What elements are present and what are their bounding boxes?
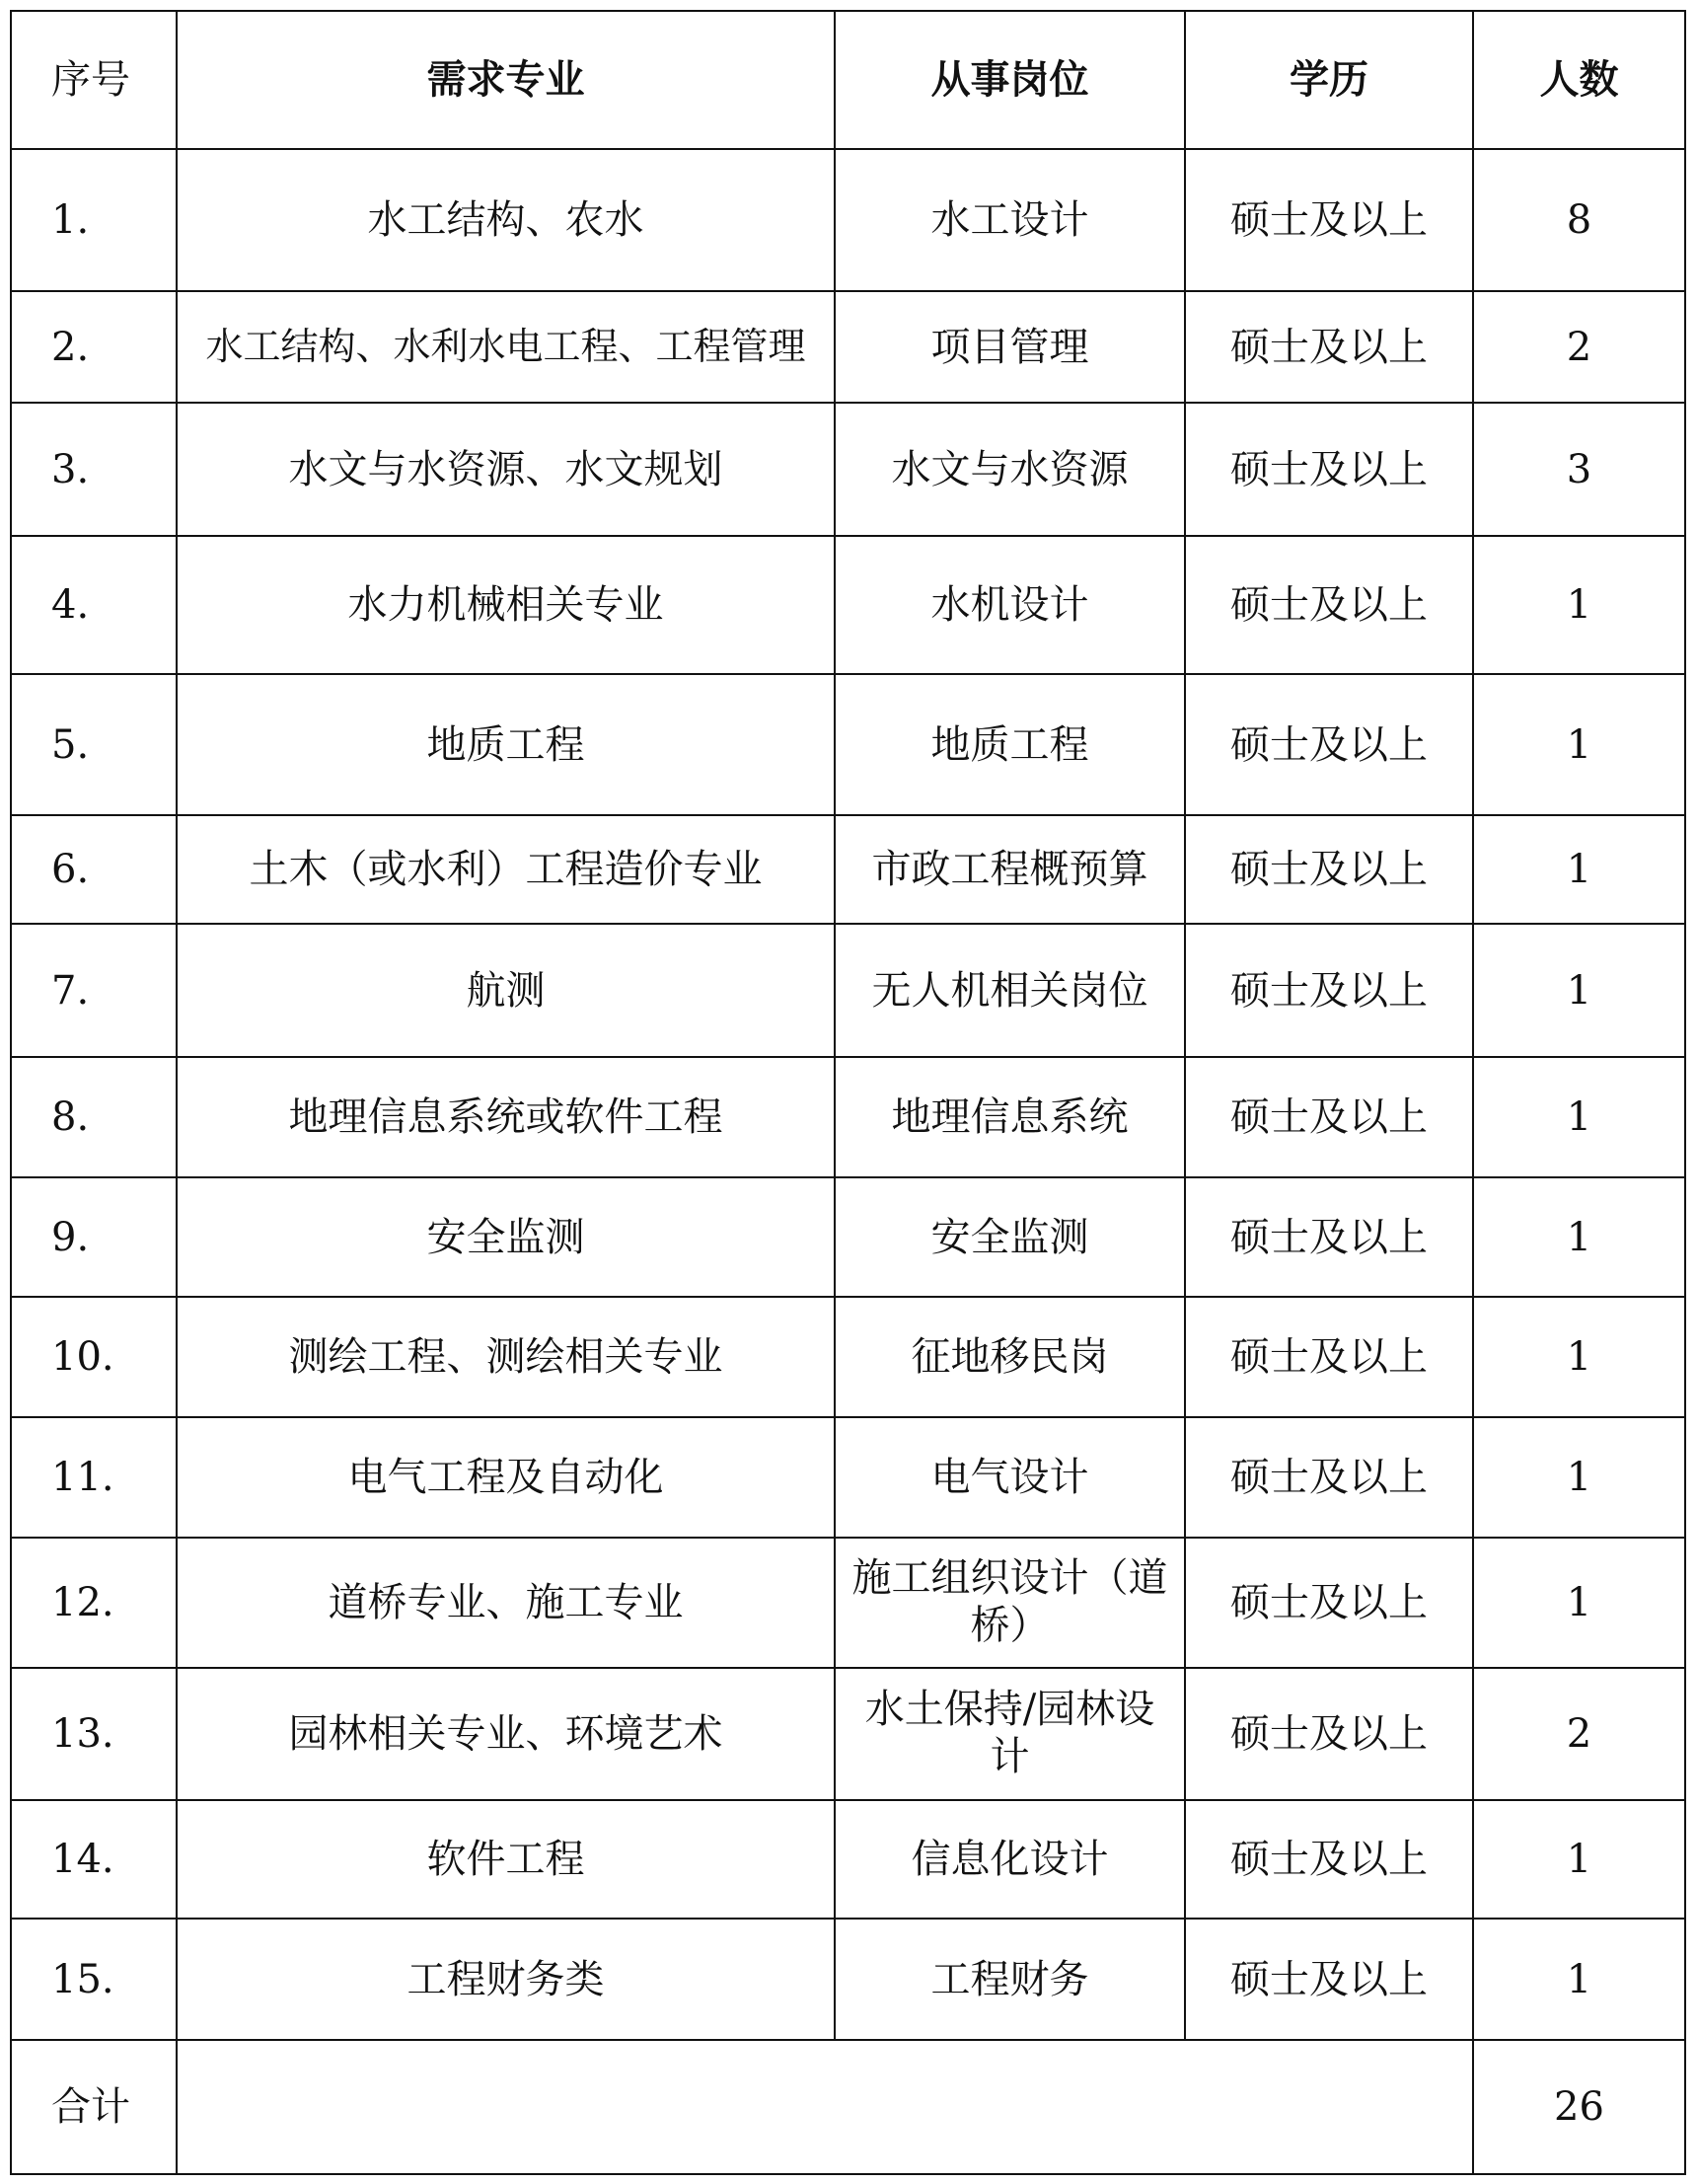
table-row: [11, 1177, 1685, 1297]
total-row: [11, 2040, 1685, 2174]
row-position: 水工设计: [835, 149, 1185, 291]
row-major: 水工结构、水利水电工程、工程管理: [177, 291, 835, 403]
row-major: 工程财务类: [177, 1919, 835, 2040]
row-count: 1: [1473, 924, 1685, 1057]
row-position-text: 水土保持/园林设计: [864, 1687, 1155, 1779]
header-position: 从事岗位: [835, 11, 1185, 149]
row-position: 无人机相关岗位: [835, 924, 1185, 1057]
row-major: 航测: [177, 924, 835, 1057]
table-row: [11, 291, 1685, 403]
row-major: 电气工程及自动化: [177, 1417, 835, 1538]
header-education: 学历: [1185, 11, 1473, 149]
row-index: 4.: [11, 536, 177, 674]
row-count: 2: [1473, 1668, 1685, 1800]
row-education: 硕士及以上: [1185, 924, 1473, 1057]
row-education: 硕士及以上: [1185, 1538, 1473, 1668]
row-count: 1: [1473, 1057, 1685, 1177]
row-count: 8: [1473, 149, 1685, 291]
row-position: 征地移民岗: [835, 1297, 1185, 1417]
row-index: 5.: [11, 674, 177, 815]
row-education: 硕士及以上: [1185, 1417, 1473, 1538]
row-count: 1: [1473, 1297, 1685, 1417]
row-position: 地理信息系统: [835, 1057, 1185, 1177]
table-row: [11, 815, 1685, 924]
row-count: 1: [1473, 1800, 1685, 1919]
header-index: 序号: [11, 11, 177, 149]
table-row: [11, 149, 1685, 291]
row-position: 市政工程概预算: [835, 815, 1185, 924]
row-education: 硕士及以上: [1185, 1800, 1473, 1919]
row-count: 1: [1473, 1417, 1685, 1538]
table-row: [11, 924, 1685, 1057]
recruitment-table: [10, 10, 1686, 2175]
table-row: [11, 1538, 1685, 1668]
row-index: 12.: [11, 1538, 177, 1668]
row-index: 9.: [11, 1177, 177, 1297]
row-index: 1.: [11, 149, 177, 291]
row-count: 3: [1473, 403, 1685, 536]
row-count: 1: [1473, 1919, 1685, 2040]
row-education: 硕士及以上: [1185, 1177, 1473, 1297]
row-education: 硕士及以上: [1185, 536, 1473, 674]
row-position: 电气设计: [835, 1417, 1185, 1538]
total-count: 26: [1473, 2040, 1685, 2174]
row-major: 测绘工程、测绘相关专业: [177, 1297, 835, 1417]
row-count: 1: [1473, 536, 1685, 674]
row-major: 道桥专业、施工专业: [177, 1538, 835, 1668]
table-row: [11, 536, 1685, 674]
row-position: 工程财务: [835, 1919, 1185, 2040]
row-major: 地质工程: [177, 674, 835, 815]
header-major: 需求专业: [177, 11, 835, 149]
row-position: [835, 1538, 1185, 1668]
row-major: 安全监测: [177, 1177, 835, 1297]
total-empty-cell: [177, 2040, 1473, 2174]
row-education: 硕士及以上: [1185, 1919, 1473, 2040]
row-education: 硕士及以上: [1185, 815, 1473, 924]
row-education: 硕士及以上: [1185, 1668, 1473, 1800]
row-index: 14.: [11, 1800, 177, 1919]
table-row: [11, 1057, 1685, 1177]
row-position: 信息化设计: [835, 1800, 1185, 1919]
row-education: 硕士及以上: [1185, 1297, 1473, 1417]
table-row: [11, 1668, 1685, 1800]
row-index: 2.: [11, 291, 177, 403]
row-index: 3.: [11, 403, 177, 536]
row-index: 7.: [11, 924, 177, 1057]
table-row: [11, 1297, 1685, 1417]
table-row: [11, 403, 1685, 536]
row-major: 水力机械相关专业: [177, 536, 835, 674]
row-count: 2: [1473, 291, 1685, 403]
row-position: 水机设计: [835, 536, 1185, 674]
header-row: [11, 11, 1685, 149]
row-index: 8.: [11, 1057, 177, 1177]
row-count: 1: [1473, 815, 1685, 924]
row-index: 15.: [11, 1919, 177, 2040]
row-count: 1: [1473, 674, 1685, 815]
row-major: 水文与水资源、水文规划: [177, 403, 835, 536]
row-position: [835, 1668, 1185, 1800]
row-index: 10.: [11, 1297, 177, 1417]
row-position-text: 施工组织设计（道桥）: [851, 1555, 1168, 1648]
row-index: 13.: [11, 1668, 177, 1800]
row-position: 水文与水资源: [835, 403, 1185, 536]
row-education: 硕士及以上: [1185, 403, 1473, 536]
row-major: 水工结构、农水: [177, 149, 835, 291]
row-education: 硕士及以上: [1185, 1057, 1473, 1177]
row-count: 1: [1473, 1538, 1685, 1668]
row-index: 6.: [11, 815, 177, 924]
row-major: 软件工程: [177, 1800, 835, 1919]
row-position: 项目管理: [835, 291, 1185, 403]
row-education: 硕士及以上: [1185, 674, 1473, 815]
header-count: 人数: [1473, 11, 1685, 149]
table-row: [11, 674, 1685, 815]
table-row: [11, 1919, 1685, 2040]
row-position: 安全监测: [835, 1177, 1185, 1297]
row-index: 11.: [11, 1417, 177, 1538]
total-label: 合计: [11, 2040, 177, 2174]
row-position: 地质工程: [835, 674, 1185, 815]
row-count: 1: [1473, 1177, 1685, 1297]
row-education: 硕士及以上: [1185, 291, 1473, 403]
row-major: 土木（或水利）工程造价专业: [177, 815, 835, 924]
row-education: 硕士及以上: [1185, 149, 1473, 291]
table-row: [11, 1417, 1685, 1538]
row-major: 地理信息系统或软件工程: [177, 1057, 835, 1177]
row-major: 园林相关专业、环境艺术: [177, 1668, 835, 1800]
table-row: [11, 1800, 1685, 1919]
